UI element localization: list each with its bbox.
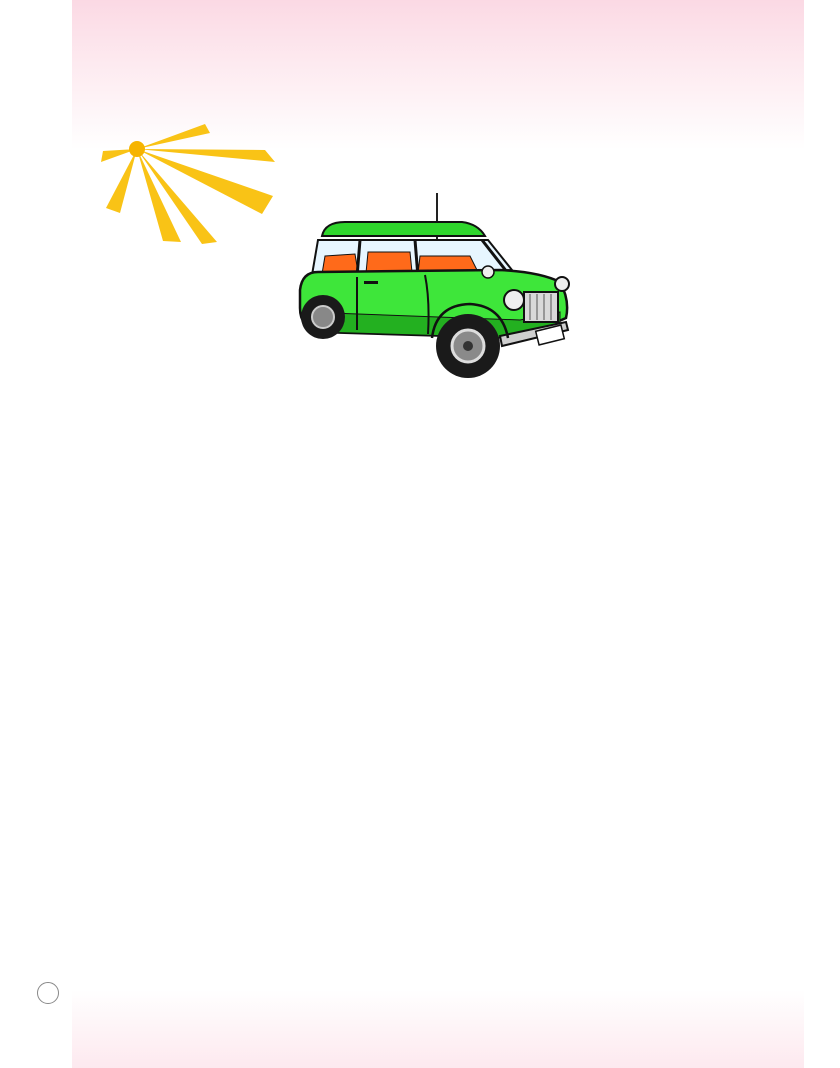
page-number <box>37 982 59 1004</box>
car-icon <box>300 193 569 378</box>
sun-icon <box>101 124 275 244</box>
